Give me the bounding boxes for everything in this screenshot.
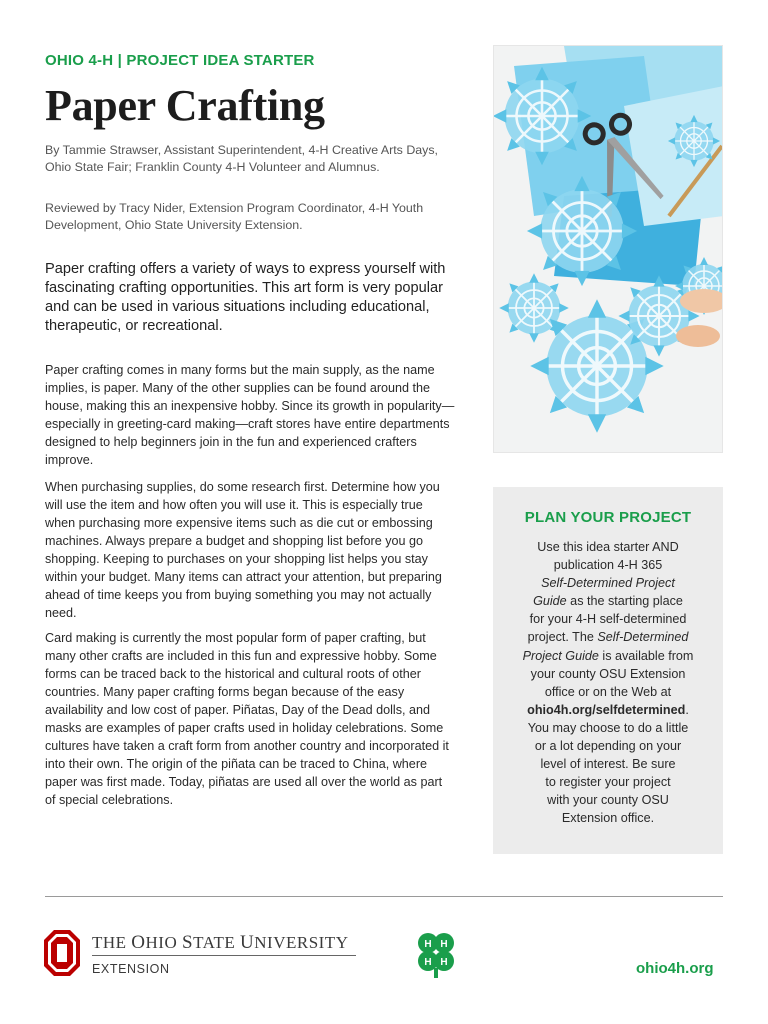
block-o-logo bbox=[44, 930, 80, 976]
plan-line: publication 4-H 365 bbox=[553, 558, 663, 573]
plan-line: project. The Self-Determined bbox=[527, 630, 689, 645]
lead-paragraph: Paper crafting offers a variety of ways to express yourself with fascinating crafting opportunities. This art form is very popular and can be used in various situations including educational, therapeutic, or recreational. bbox=[45, 261, 446, 334]
plan-line: with your county OSU bbox=[547, 793, 669, 808]
plan-line: for your 4-H self-determined bbox=[529, 612, 687, 627]
footer-divider bbox=[45, 896, 723, 897]
plan-text bbox=[507, 538, 709, 828]
plan-line: level of interest. Be sure bbox=[540, 757, 676, 772]
website-link[interactable]: ohio4h.org bbox=[636, 960, 714, 977]
body-paragraph: Card making is currently the most popular form of paper crafting, but many other crafts are included in this fun and expressive hobby. Some forms can be traced back to the historical and cultural roots of other countries. Many paper crafting forms began because of the easy availability and low cost of paper. Piñatas, Day of the Dead dolls, and masks are examples of paper crafts used in holiday celebrations. Some cultures have taken a craft form from another country and incorporated it into their own. The origin of the piñata can be traced to China, where paper was first made. Today, piñatas are used all over the world as part of special celebrations. bbox=[45, 631, 449, 807]
university-underline bbox=[92, 955, 356, 956]
body-paragraph: When purchasing supplies, do some research first. Determine how you will use the item and how often you will use it. This is especially true when purchasing more expensive items such as die cut or embossing machines. Always prepare a budget and shopping list before you go shopping. Keeping to purchases on your shopping list helps you stay within your budget. Many items can attract your attention, but preparing ahead of time keeps you from buying something you may not actually need. bbox=[45, 480, 442, 620]
reviewer-byline: Reviewed by Tracy Nider, Extension Program Coordinator, 4-H Youth Development, Ohio State University Extension. bbox=[45, 201, 424, 232]
plan-heading: PLAN YOUR PROJECT bbox=[524, 509, 692, 526]
svg-text:H: H bbox=[440, 939, 448, 950]
university-name: THE OHIO STATE UNIVERSITY bbox=[92, 932, 349, 953]
kicker-heading: OHIO 4-H | PROJECT IDEA STARTER bbox=[45, 52, 315, 69]
plan-line: to register your project bbox=[545, 775, 671, 790]
plan-line: You may choose to do a little bbox=[527, 720, 689, 735]
plan-your-project-box bbox=[493, 487, 723, 854]
plan-line: or a lot depending on your bbox=[534, 739, 682, 754]
svg-text:H: H bbox=[440, 957, 448, 968]
plan-line: Extension office. bbox=[561, 811, 655, 826]
plan-line: your county OSU Extension bbox=[530, 666, 686, 681]
plan-line: Guide as the starting place bbox=[533, 594, 683, 609]
selfdetermined-link[interactable]: ohio4h.org/selfdetermined. bbox=[527, 702, 689, 717]
page-title: Paper Crafting bbox=[45, 81, 325, 130]
body-paragraph: Paper crafting comes in many forms but the main supply, as the name implies, is paper. Many of the other supplies can be found around the house, making this an inexpensive hobby. Since its growth in popularity—especially in greeting-card making—craft stores have entire departments designed to help beginners join in the fun and experienced crafters improve. bbox=[45, 363, 455, 467]
svg-text:H: H bbox=[424, 957, 432, 968]
paper-snowflakes-photo bbox=[493, 45, 723, 453]
plan-line: office or on the Web at bbox=[544, 684, 672, 699]
author-byline: By Tammie Strawser, Assistant Superintendent, 4-H Creative Arts Days, Ohio State Fair; Franklin County 4-H Volunteer and Alumnus. bbox=[45, 143, 438, 174]
plan-line: Use this idea starter AND bbox=[537, 540, 679, 554]
extension-label: EXTENSION bbox=[92, 962, 170, 976]
plan-line: Project Guide is available from bbox=[522, 648, 694, 663]
plan-line: Self-Determined Project bbox=[541, 576, 675, 591]
4h-clover-logo bbox=[412, 930, 460, 978]
svg-text:H: H bbox=[424, 939, 432, 950]
